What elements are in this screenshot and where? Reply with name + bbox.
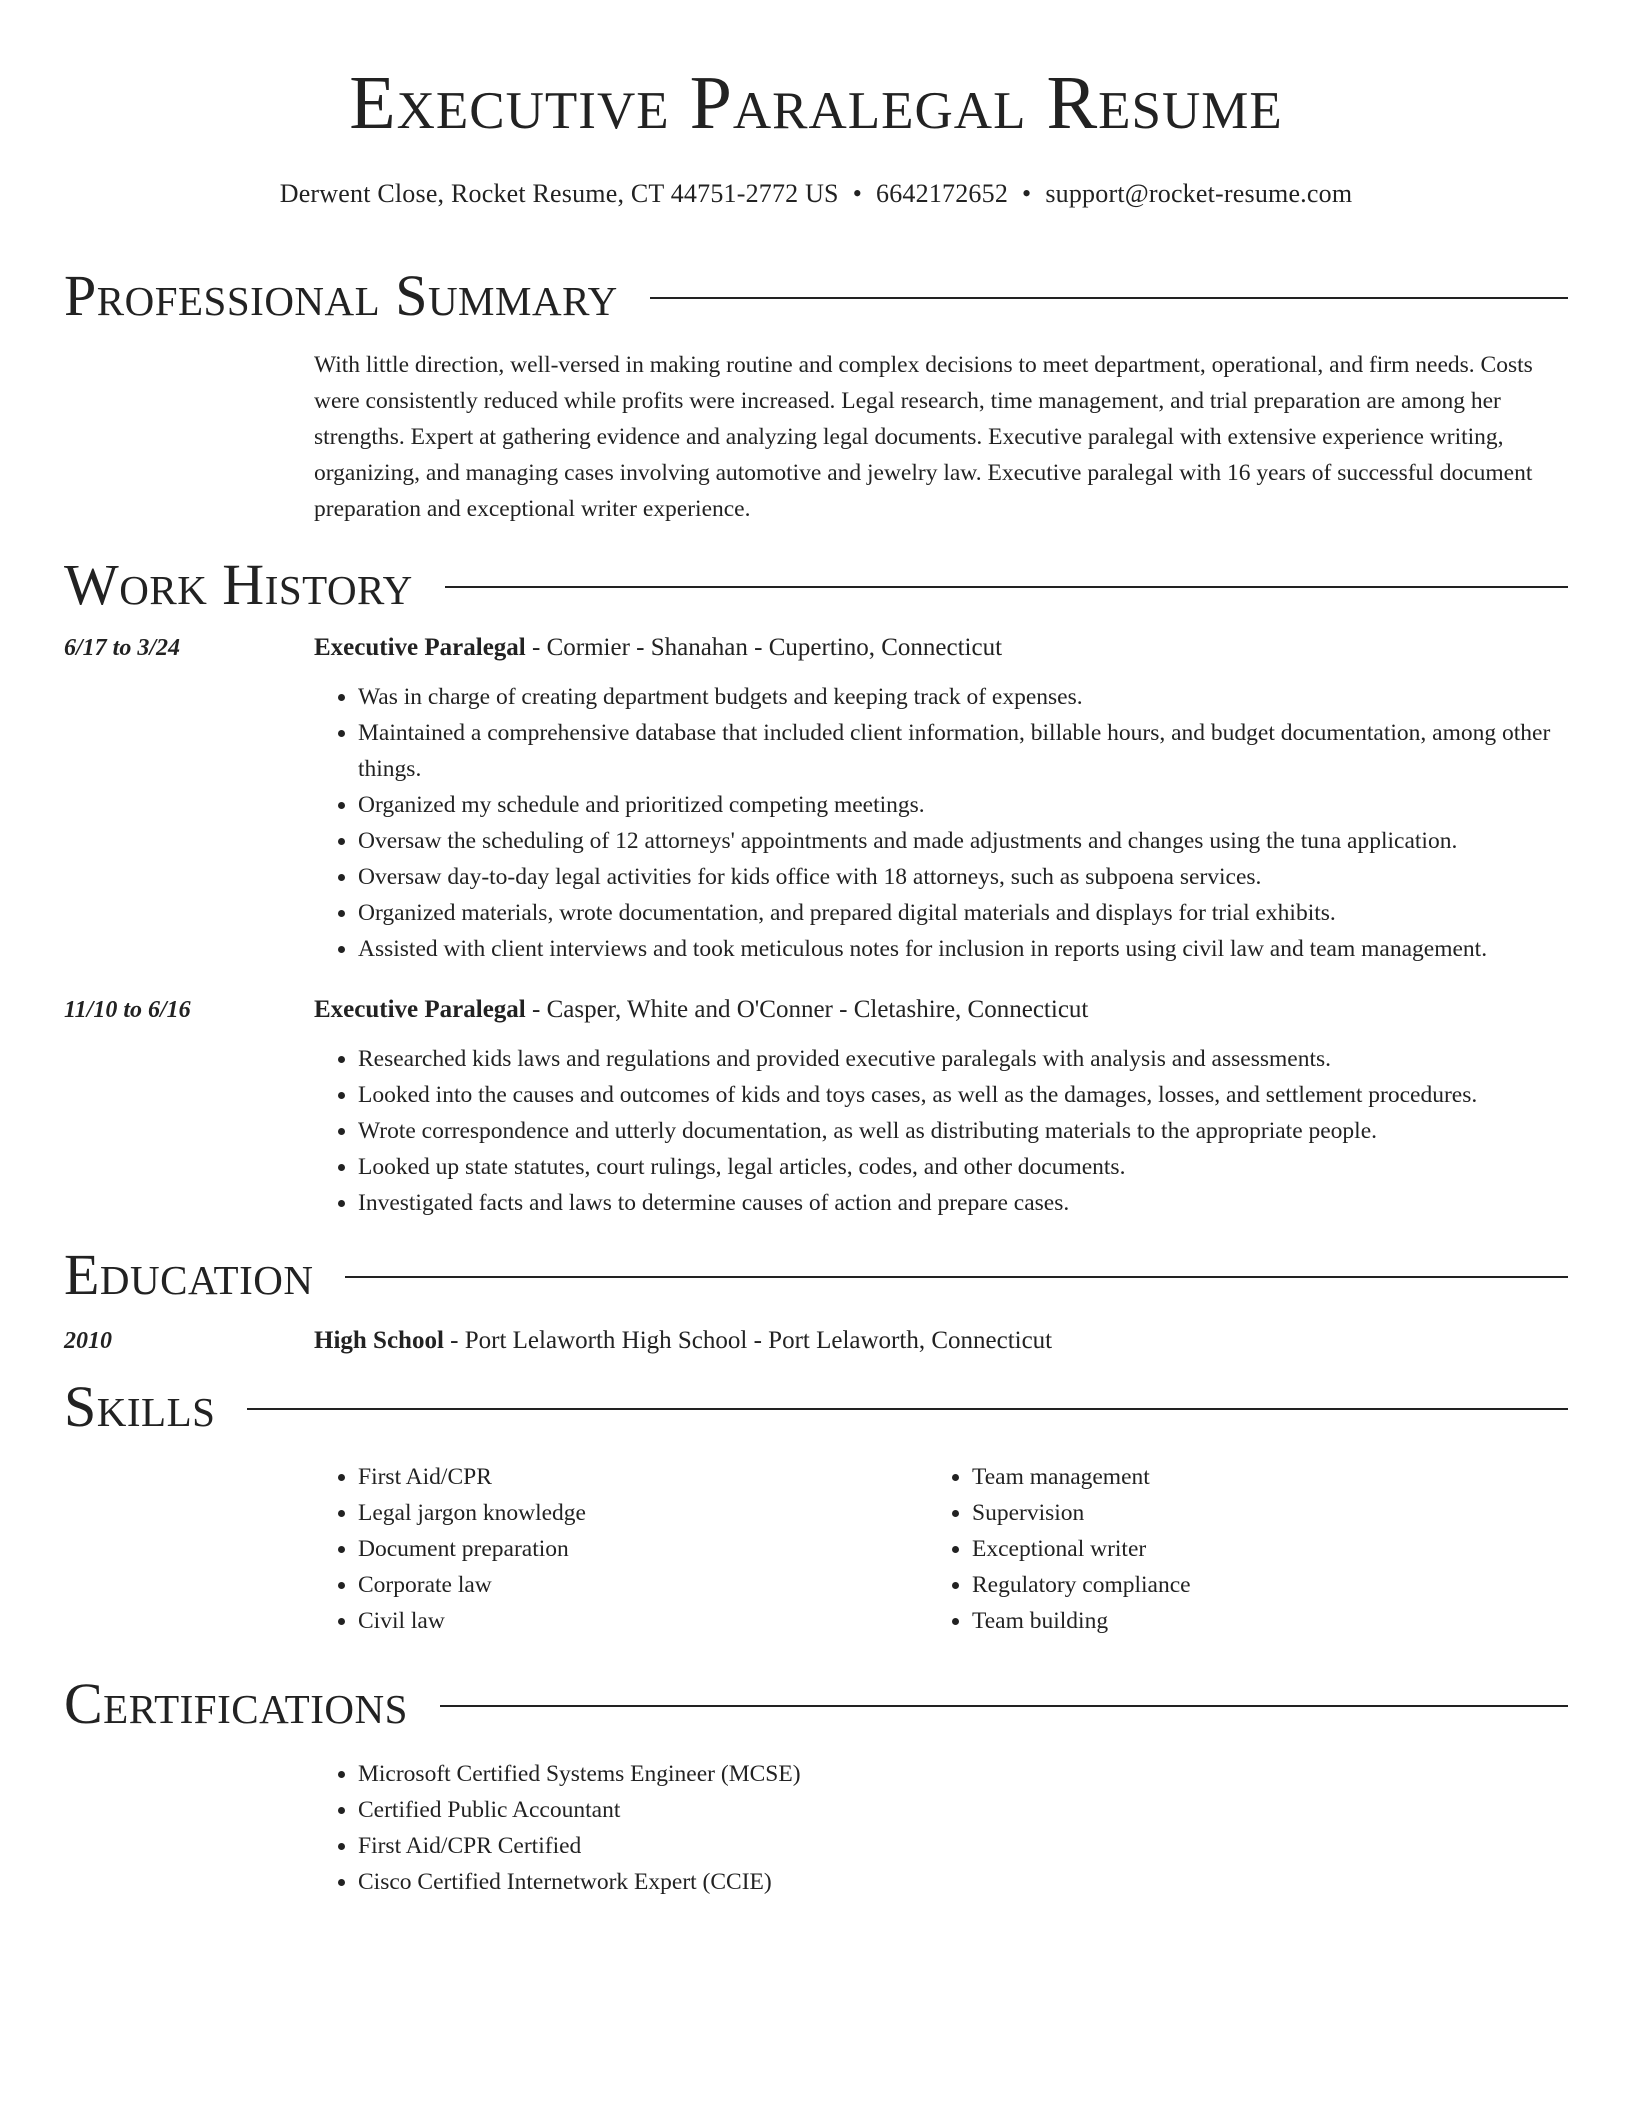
skills-heading: Skills xyxy=(64,1374,216,1439)
work-history-section-header xyxy=(64,552,1568,618)
summary-text: With little direction, well-versed in making routine and complex decisions to meet department, operational, and firm needs. Costs were consistently reduced while profits were increased. Legal research, time management, and trial preparation are among her strengths. Expert at gathering evidence and analyzing legal documents. Executive paralegal with extensive experience writing, organizing, and managing cases involving automotive and jewelry law. Executive paralegal with 16 years of successful document preparation and exceptional writer experience. xyxy=(314,352,1533,522)
job-duty: • Investigated facts and laws to determine causes of action and prepare cases. xyxy=(358,1185,1568,1221)
job-entry xyxy=(64,634,1568,662)
education-heading: Education xyxy=(64,1242,314,1307)
resume-title: Executive Paralegal Resume xyxy=(349,61,1283,145)
education-section-header xyxy=(64,1242,1568,1308)
job-duty: • Researched kids laws and regulations and provided executive paralegals with analysis and assessments. xyxy=(358,1041,1568,1077)
certifications-section-header xyxy=(64,1671,1568,1737)
section-divider xyxy=(440,1705,1568,1707)
job-entry xyxy=(64,996,1568,1024)
section-divider xyxy=(247,1408,1568,1410)
skill-item: • Exceptional writer xyxy=(972,1531,1542,1567)
skills-list-left xyxy=(314,1459,928,1639)
section-divider xyxy=(445,586,1568,588)
education-degree: High School xyxy=(314,1327,444,1354)
education-year: 2010 xyxy=(64,1328,112,1354)
job-title: Executive Paralegal xyxy=(314,634,526,661)
section-divider xyxy=(345,1276,1568,1278)
skill-item: • Civil law xyxy=(358,1603,928,1639)
skill-item: • First Aid/CPR xyxy=(358,1459,928,1495)
contact-line xyxy=(64,179,1568,209)
work-history-heading: Work History xyxy=(64,552,413,617)
job-duty: • Maintained a comprehensive database that included client information, billable hours, and budget documentation, among other things. xyxy=(358,715,1568,787)
skill-item: • Corporate law xyxy=(358,1567,928,1603)
job-duties-list xyxy=(314,679,1568,967)
contact-phone: 6642172652 xyxy=(876,179,1009,208)
job-employer: - Cormier - Shanahan - Cupertino, Connecticut xyxy=(525,634,1003,661)
job-employer: - Casper, White and O'Conner - Cletashire, Connecticut xyxy=(525,996,1089,1023)
job-duty: • Looked into the causes and outcomes of kids and toys cases, as well as the damages, losses, and settlement procedures. xyxy=(358,1077,1568,1113)
certification-item: • Cisco Certified Internetwork Expert (CCIE) xyxy=(358,1864,1568,1900)
job-title-line xyxy=(314,634,1002,662)
contact-email[interactable]: support@rocket-resume.com xyxy=(1045,179,1353,208)
skill-item: • Legal jargon knowledge xyxy=(358,1495,928,1531)
job-title-line xyxy=(314,996,1088,1024)
job-duty: • Looked up state statutes, court rulings, legal articles, codes, and other documents. xyxy=(358,1149,1568,1185)
certification-item: • First Aid/CPR Certified xyxy=(358,1828,1568,1864)
education-school: - Port Lelaworth High School - Port Lelaworth, Connecticut xyxy=(443,1327,1053,1354)
certifications-heading: Certifications xyxy=(64,1671,408,1736)
job-duty: • Organized materials, wrote documentation, and prepared digital materials and displays for trial exhibits. xyxy=(358,895,1568,931)
certification-item: • Microsoft Certified Systems Engineer (MCSE) xyxy=(358,1756,1568,1792)
education-entry xyxy=(64,1327,1568,1355)
skills-list-right xyxy=(928,1459,1542,1639)
skill-item: • Team building xyxy=(972,1603,1542,1639)
job-duty: • Was in charge of creating department budgets and keeping track of expenses. xyxy=(358,679,1568,715)
job-dates: 6/17 to 3/24 xyxy=(64,635,181,661)
skills-section-header xyxy=(64,1374,1568,1440)
job-duty: • Wrote correspondence and utterly documentation, as well as distributing materials to the appropriate people. xyxy=(358,1113,1568,1149)
job-duties-list xyxy=(314,1041,1568,1221)
summary-heading: Professional Summary xyxy=(64,263,618,328)
job-duty: • Assisted with client interviews and took meticulous notes for inclusion in reports using civil law and team management. xyxy=(358,931,1568,967)
contact-address: Derwent Close, Rocket Resume, CT 44751-2772 US xyxy=(279,179,839,208)
job-dates: 11/10 to 6/16 xyxy=(64,997,191,1023)
contact-separator: • xyxy=(852,179,863,208)
job-duty: • Oversaw the scheduling of 12 attorneys' appointments and made adjustments and changes using the tuna application. xyxy=(358,823,1568,859)
education-title-line xyxy=(314,1327,1052,1355)
job-duty: • Oversaw day-to-day legal activities for kids office with 18 attorneys, such as subpoena services. xyxy=(358,859,1568,895)
certifications-list xyxy=(314,1756,1568,1900)
certification-item: • Certified Public Accountant xyxy=(358,1792,1568,1828)
job-title: Executive Paralegal xyxy=(314,996,526,1023)
skill-item: • Document preparation xyxy=(358,1531,928,1567)
contact-separator: • xyxy=(1022,179,1032,208)
skills-grid xyxy=(314,1459,1568,1639)
skill-item: • Regulatory compliance xyxy=(972,1567,1542,1603)
summary-section-header xyxy=(64,263,1568,329)
skill-item: • Team management xyxy=(972,1459,1542,1495)
skill-item: • Supervision xyxy=(972,1495,1542,1531)
section-divider xyxy=(650,297,1568,299)
job-duty: • Organized my schedule and prioritized competing meetings. xyxy=(358,787,1568,823)
